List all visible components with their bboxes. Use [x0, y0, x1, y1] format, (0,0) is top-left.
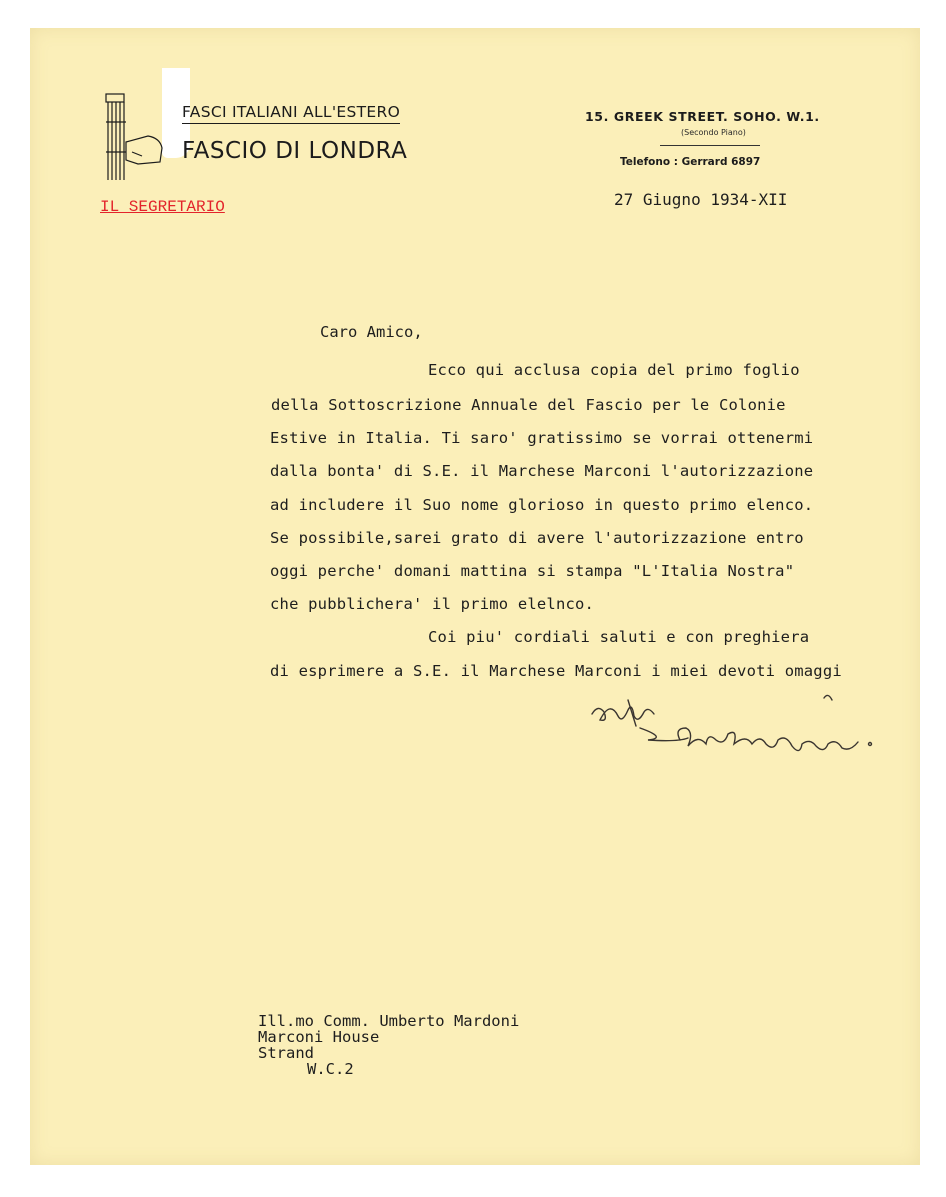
addressee-line: Strand	[258, 1044, 314, 1062]
body-line: che pubblichera' il primo elelnco.	[270, 595, 595, 613]
addressee-line: W.C.2	[307, 1060, 354, 1078]
address-divider	[660, 145, 760, 146]
body-line: oggi perche' domani mattina si stampa "L'Italia Nostra"	[270, 562, 795, 580]
body-line: ad includere il Suo nome glorioso in questo primo elenco.	[270, 496, 814, 514]
body-line: Estive in Italia. Ti saro' gratissimo se vorrai ottenermi	[270, 429, 814, 447]
body-line: di esprimere a S.E. il Marchese Marconi i miei devoti omaggi	[270, 662, 842, 680]
addressee-line: Ill.mo Comm. Umberto Mardoni	[258, 1012, 520, 1030]
address-street: 15. GREEK STREET. SOHO. W.1.	[585, 109, 820, 124]
handwritten-signature	[588, 694, 888, 774]
address-phone: Telefono : Gerrard 6897	[620, 156, 761, 168]
body-line: della Sottoscrizione Annuale del Fascio per le Colonie	[271, 396, 786, 414]
fasces-emblem-icon	[98, 92, 168, 184]
letter-date: 27 Giugno 1934-XII	[614, 190, 788, 209]
body-line: Se possibile,sarei grato di avere l'autorizzazione entro	[270, 529, 804, 547]
address-floor: (Secondo Piano)	[681, 128, 746, 137]
body-line: dalla bonta' di S.E. il Marchese Marconi l'autorizzazione	[270, 462, 814, 480]
body-line: Ecco qui acclusa copia del primo foglio	[428, 361, 800, 379]
salutation: Caro Amico,	[320, 323, 423, 341]
secretary-stamp: IL SEGRETARIO	[100, 198, 225, 216]
body-line: Coi piu' cordiali saluti e con preghiera	[428, 628, 810, 646]
org-name-main: FASCIO DI LONDRA	[182, 138, 408, 164]
addressee-line: Marconi House	[258, 1028, 380, 1046]
org-name-top: FASCI ITALIANI ALL'ESTERO	[182, 103, 400, 124]
